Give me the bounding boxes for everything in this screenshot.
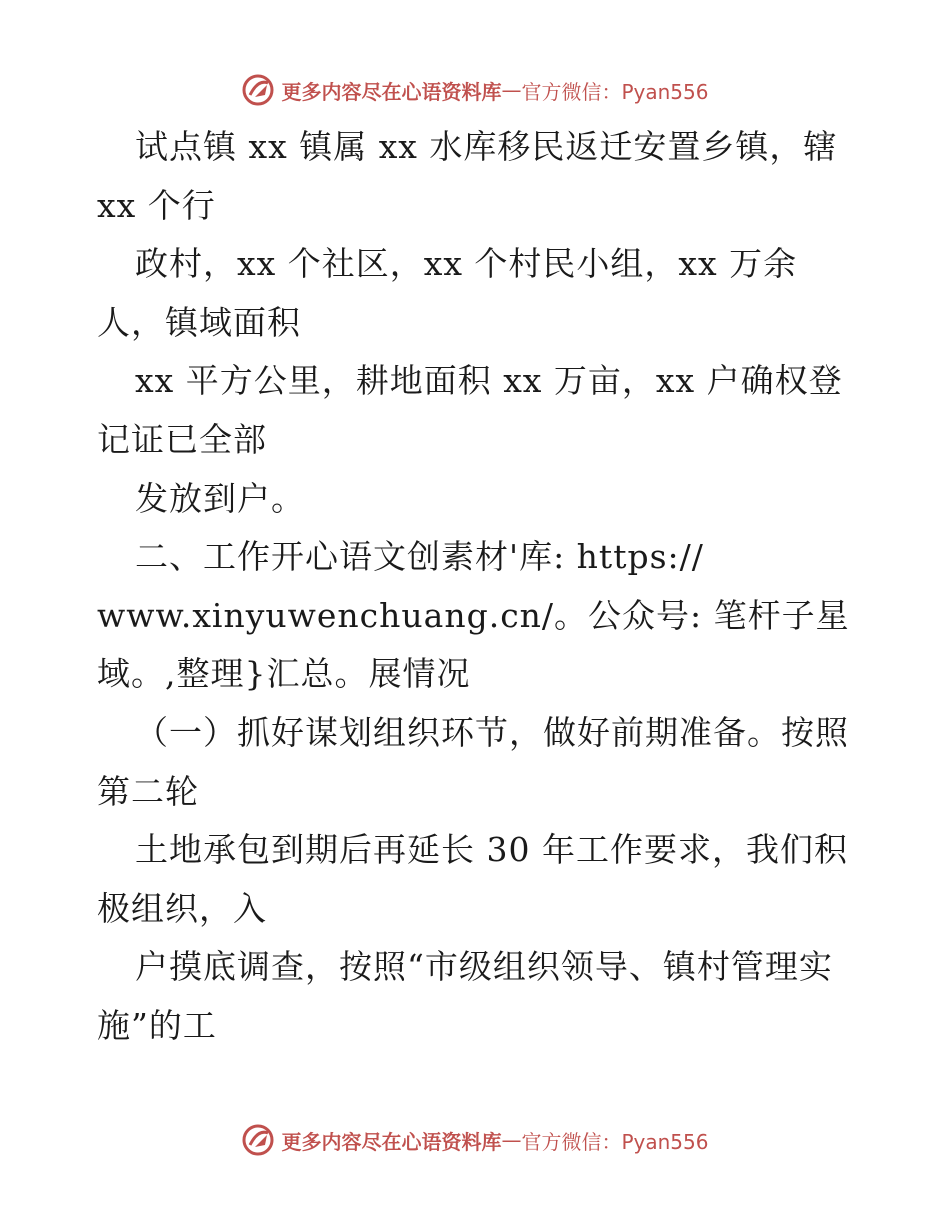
brand-logo-icon bbox=[241, 1123, 275, 1157]
footer-banner bbox=[0, 1120, 950, 1160]
brand-logo-icon bbox=[241, 73, 275, 107]
body-line: 第二轮 bbox=[97, 771, 199, 811]
body-line: www.xinyuwenchuang.cn/。公众号: 笔杆子星 bbox=[97, 595, 850, 635]
body-line: 土地承包到期后再延长 30 年工作要求，我们积 bbox=[135, 830, 848, 870]
header-banner-dash: — bbox=[501, 78, 522, 102]
body-line: xx 平方公里，耕地面积 xx 万亩，xx 户确权登 bbox=[135, 361, 843, 401]
body-line: 二、工作开心语文创素材'库: https:// bbox=[135, 537, 704, 577]
header-banner-wechat: 官方微信：Pyan556 bbox=[521, 79, 709, 104]
footer-banner-wechat: 官方微信：Pyan556 bbox=[521, 1129, 709, 1154]
body-line: 发放到户。 bbox=[135, 478, 305, 518]
body-line: 施”的工 bbox=[97, 1005, 217, 1045]
body-line: 域。,整理}汇总。展情况 bbox=[97, 654, 471, 694]
body-line: 记证已全部 bbox=[97, 419, 267, 459]
header-banner-main: 更多内容尽在心语资料库 bbox=[281, 79, 502, 104]
document-body bbox=[97, 118, 857, 1056]
body-line: 人，镇域面积 bbox=[97, 302, 301, 342]
body-line: 户摸底调查，按照“市级组织领导、镇村管理实 bbox=[135, 947, 833, 987]
footer-banner-dash: — bbox=[501, 1128, 522, 1152]
body-line: xx 个行 bbox=[97, 185, 216, 225]
body-line: 政村，xx 个社区，xx 个村民小组，xx 万余 bbox=[135, 244, 798, 284]
body-line: 极组织，入 bbox=[97, 888, 267, 928]
body-line: 试点镇 xx 镇属 xx 水库移民返迁安置乡镇，辖 bbox=[135, 127, 838, 166]
header-banner bbox=[0, 70, 950, 110]
body-line: （一）抓好谋划组织环节，做好前期准备。按照 bbox=[135, 712, 849, 752]
footer-banner-main: 更多内容尽在心语资料库 bbox=[281, 1129, 502, 1154]
